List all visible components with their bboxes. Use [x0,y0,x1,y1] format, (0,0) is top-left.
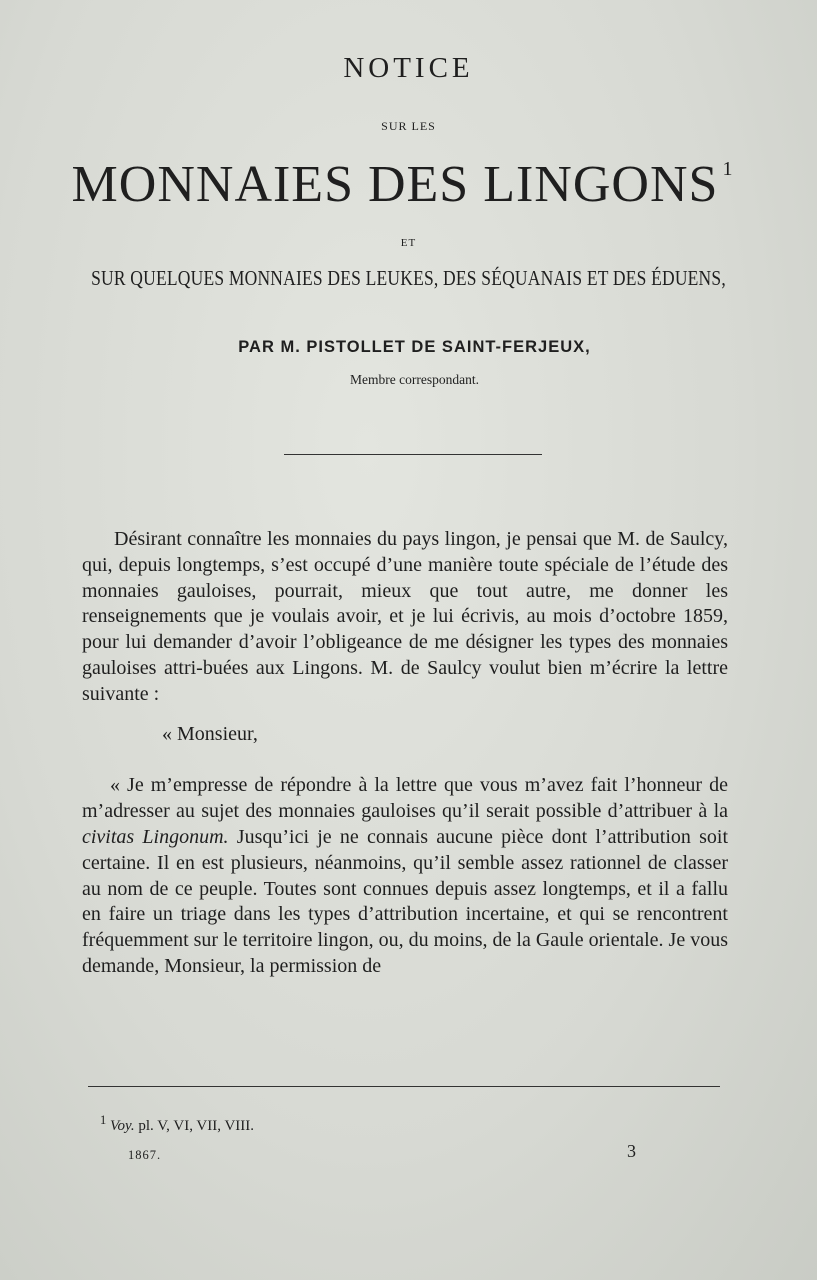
sur-les-label: SUR LES [381,119,436,133]
footnote-number: 1 [100,1113,107,1127]
latin-term: civitas Lingonum. [82,825,229,848]
body-text [82,527,728,980]
letter-salutation: « Monsieur, [162,722,258,745]
main-title-text: MONNAIES DES LINGONS [71,156,719,213]
main-title [0,155,811,214]
paragraph-2 [82,773,728,979]
et-label: ET [400,237,417,249]
subtitle: SUR QUELQUES MONNAIES DES LEUKES, DES SÉQUANAIS ET DES ÉDUENS, [91,265,726,290]
year-signature: 1867. [128,1148,162,1162]
author-role: Membre correspondant. [350,372,479,387]
footnote-marker: 1 [722,158,734,180]
footnote-abbrev: Voy. [110,1118,135,1134]
author-line: PAR M. PISTOLLET DE SAINT-FERJEUX, [238,338,591,356]
paragraph-2-start: « Je m’empresse de répondre à la lettre que vous m’avez fait l’honneur de m’adresser au sujet des monnaies gauloises qu’il serait possible d’attribuer à la [82,774,728,823]
footnote [100,1113,254,1135]
footnote-text: pl. V, VI, VII, VIII. [138,1118,255,1134]
footnote-divider [88,1086,720,1087]
paragraph-2-end: Jusqu’ici je ne connais aucune pièce dont l’attribution soit certaine. Il en est plusieurs, néanmoins, qu’il semble assez rationnel de classer au nom de ce peuple. Toutes sont connues depuis assez longtemps, et il a fallu en faire un triage dans les types d’attribution incertaine, et qui se rencontrent fréquemment sur le territoire lingon, ou, du moins, de la Gaule orientale. Je vous demande, Monsieur, la permission de [82,825,729,977]
title-divider [284,454,542,455]
notice-heading: NOTICE [343,52,474,84]
paragraph-1: Désirant connaître les monnaies du pays lingon, je pensai que M. de Saulcy, qui, depuis longtemps, s’est occupé d’une manière toute spéciale de l’étude des monnaies gauloises, pourrait, mieux que tout autre, me donner les renseignements que je voulais avoir, et je lui écrivis, au mois d’octobre 1859, pour lui demander d’avoir l’obligeance de me désigner les types des monnaies gauloises attri-buées aux Lingons. M. de Saulcy voulut bien m’écrire la lettre suivante : [82,528,728,705]
page-number: 3 [627,1141,636,1161]
